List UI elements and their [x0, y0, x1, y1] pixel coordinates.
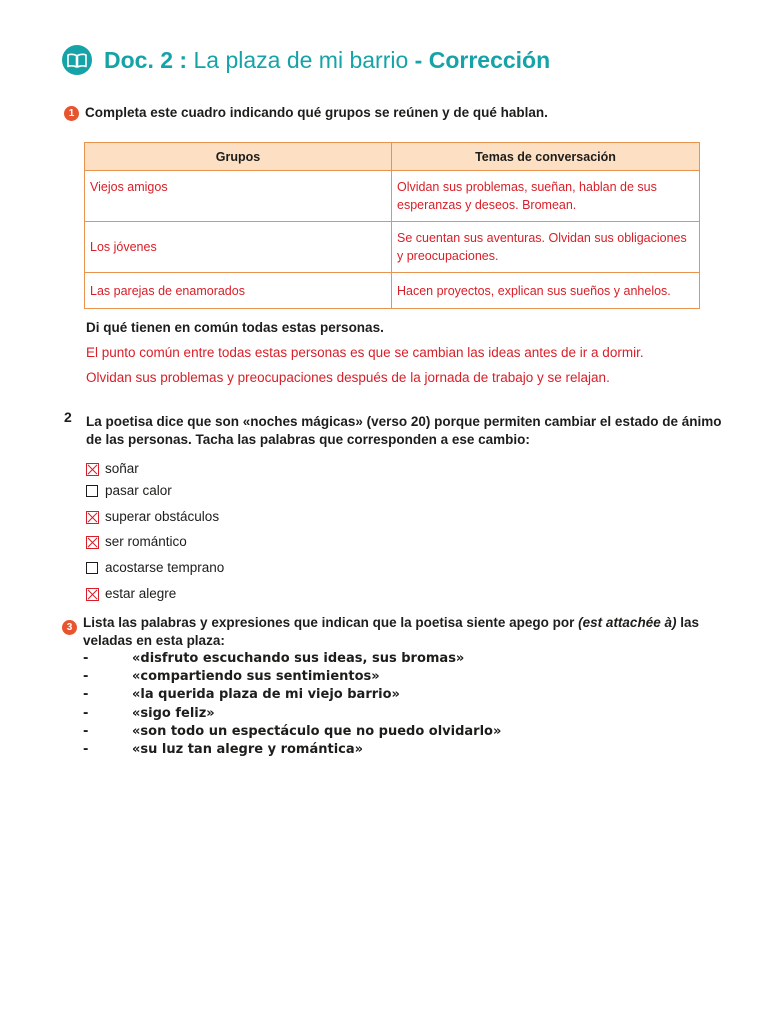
correction-label: Corrección: [428, 47, 551, 73]
unchecked-box-icon[interactable]: [86, 562, 98, 574]
list-dash: -: [83, 724, 89, 739]
book-icon: [62, 45, 92, 75]
answer-item: «son todo un espectáculo que no puedo olvidarlo»: [132, 724, 502, 739]
question-3-text-line-2: veladas en esta plaza:: [83, 633, 225, 648]
question-3-text-italic: (est attachée à): [578, 615, 677, 630]
checked-box-icon[interactable]: [86, 463, 99, 476]
common-answer-line-1: El punto común entre todas estas personas es que se cambian las ideas antes de ir a dormir.: [86, 345, 644, 360]
option-estar-alegre[interactable]: [86, 585, 176, 603]
question-1-number: 1: [64, 106, 79, 121]
checked-box-icon[interactable]: [86, 511, 99, 524]
table-row: [85, 273, 700, 309]
question-2-text-line-1: La poetisa dice que son «noches mágicas» (verso 20) porque permiten cambiar el estado de ánimo: [86, 414, 722, 429]
topics-cell: Se cuentan sus aventuras. Olvidan sus obligaciones y preocupaciones.: [392, 222, 700, 273]
option-label: pasar calor: [105, 483, 172, 498]
title-separator: -: [414, 47, 423, 73]
column-header-groups: Grupos: [85, 143, 392, 171]
option-label: acostarse temprano: [105, 560, 225, 575]
unchecked-box-icon[interactable]: [86, 485, 98, 497]
answer-item: «compartiendo sus sentimientos»: [132, 669, 380, 684]
option-acostarse-temprano[interactable]: [86, 559, 224, 577]
group-cell: Los jóvenes: [85, 222, 392, 273]
option-label: ser romántico: [105, 534, 187, 549]
question-2-text-line-2: de las personas. Tacha las palabras que corresponden a ese cambio:: [86, 432, 530, 447]
checked-box-icon[interactable]: [86, 588, 99, 601]
question-3-text-pre: Lista las palabras y expresiones que indican que la poetisa siente apego por: [83, 615, 579, 630]
common-question: Di qué tienen en común todas estas personas.: [86, 320, 384, 335]
list-dash: -: [83, 706, 89, 721]
list-dash: -: [83, 687, 89, 702]
option-label: estar alegre: [105, 586, 177, 601]
topics-cell: Hacen proyectos, explican sus sueños y anhelos.: [392, 273, 700, 309]
question-1-text: Completa este cuadro indicando qué grupos se reúnen y de qué hablan.: [85, 105, 548, 120]
answer-item: «sigo feliz»: [132, 706, 215, 721]
common-answer-line-2: Olvidan sus problemas y preocupaciones después de la jornada de trabajo y se relajan.: [86, 370, 610, 385]
table-row: [85, 171, 700, 222]
question-3-text-post: las: [676, 615, 699, 630]
option-pasar-calor[interactable]: [86, 482, 172, 500]
group-cell: Las parejas de enamorados: [85, 273, 392, 309]
topics-cell: Olvidan sus problemas, sueñan, hablan de sus esperanzas y deseos. Bromean.: [392, 171, 700, 222]
option-superar-obstaculos[interactable]: [86, 508, 219, 526]
page-title: [104, 45, 550, 75]
question-2-number: 2: [64, 409, 72, 425]
checked-box-icon[interactable]: [86, 536, 99, 549]
doc-label: Doc. 2 :: [104, 47, 188, 73]
answer-item: «disfruto escuchando sus ideas, sus bromas»: [132, 651, 465, 666]
question-3-text-line-1: [83, 614, 699, 632]
table-row: [85, 222, 700, 273]
list-dash: -: [83, 669, 89, 684]
question-3-number: 3: [62, 620, 77, 635]
groups-table: [84, 142, 700, 309]
column-header-topics: Temas de conversación: [392, 143, 700, 171]
list-dash: -: [83, 742, 89, 757]
option-label: superar obstáculos: [105, 509, 220, 524]
doc-title: La plaza de mi barrio: [193, 47, 409, 73]
option-sonar[interactable]: [86, 460, 139, 478]
option-ser-romantico[interactable]: [86, 533, 187, 551]
option-label: soñar: [105, 461, 139, 476]
table-header-row: [85, 143, 700, 171]
group-cell: Viejos amigos: [85, 171, 392, 222]
answer-item: «la querida plaza de mi viejo barrio»: [132, 687, 400, 702]
answer-item: «su luz tan alegre y romántica»: [132, 742, 364, 757]
list-dash: -: [83, 651, 89, 666]
